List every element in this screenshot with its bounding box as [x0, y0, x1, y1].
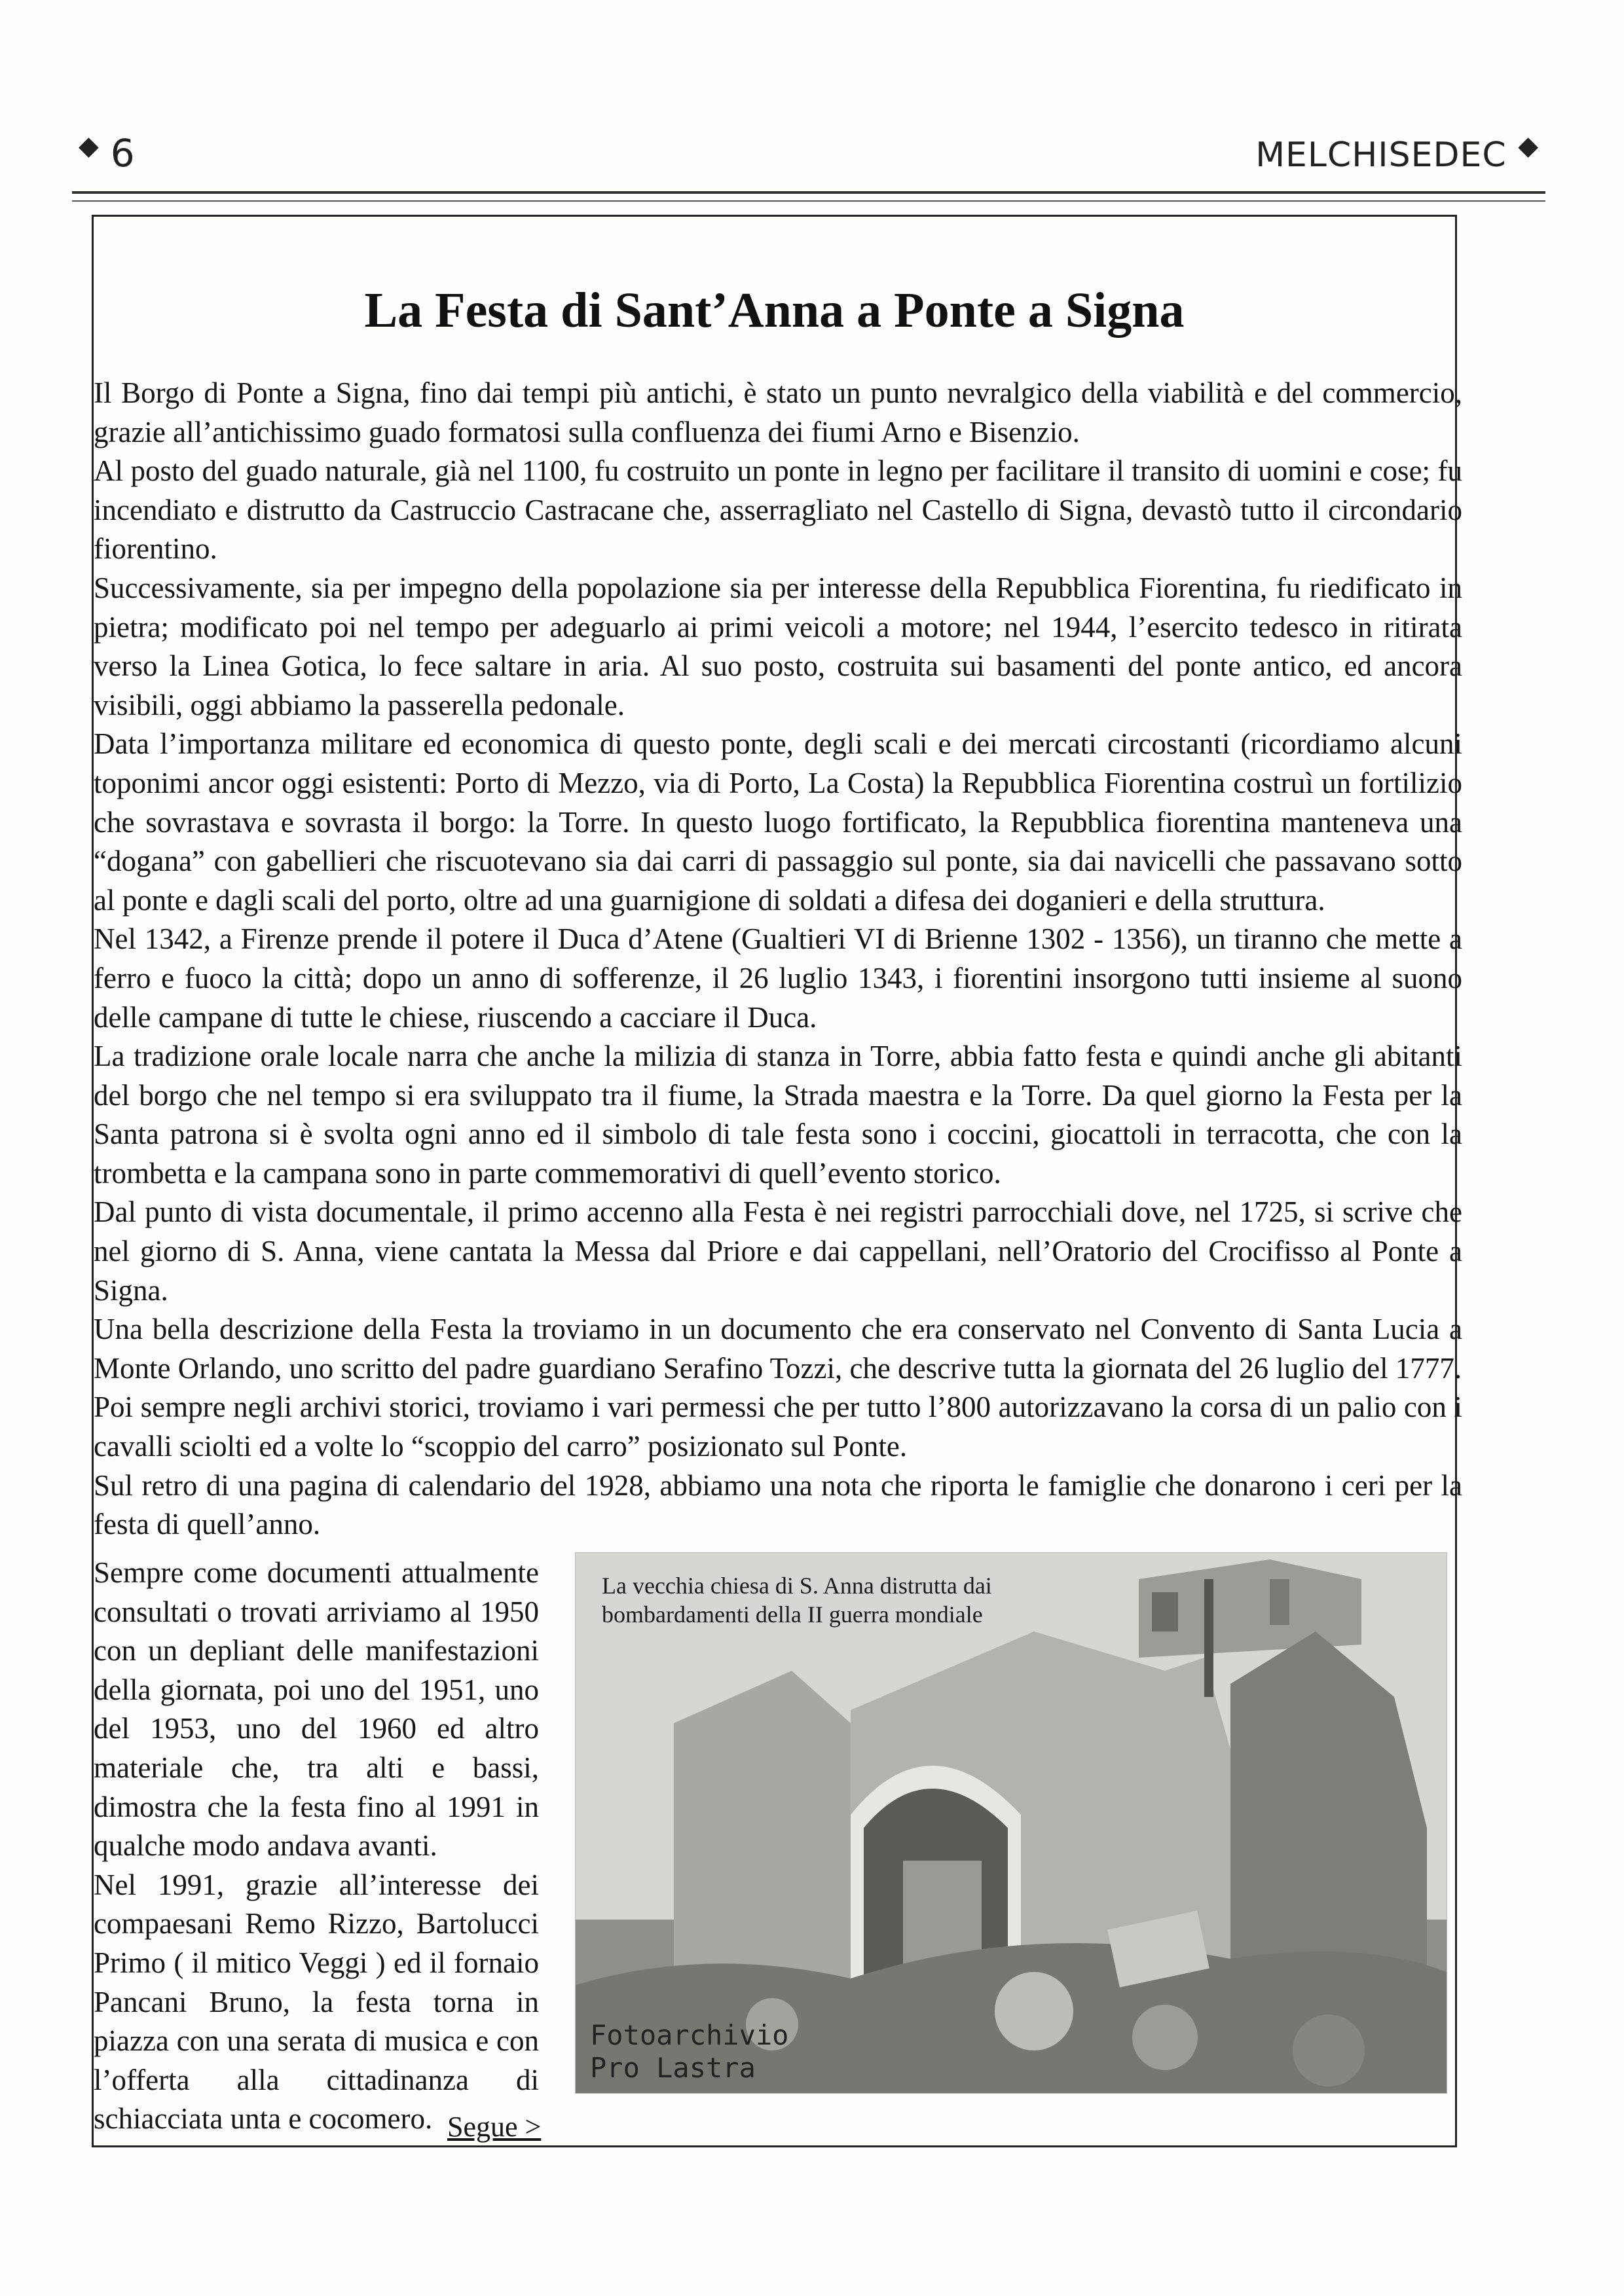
paragraph: Sul retro di una pagina di calendario del 1928, abbiamo una nota che riporta le famiglie che donarono i ceri per la festa di quell’anno.: [94, 1468, 1462, 1541]
paragraph: Poi sempre negli archivi storici, troviamo i vari permessi che per tutto l’800 autorizzavano la corsa di un palio con i cavalli sciolti ed a volte lo “scoppio del carro” posizionato sul Ponte.: [94, 1391, 1462, 1463]
continue-label: Segue >: [447, 2111, 542, 2143]
paragraph: La tradizione orale locale narra che anche la milizia di stanza in Torre, abbia fatto festa e quindi anche gli abitanti del borgo che nel tempo si era sviluppato tra il fiume, la Strada maestra e la Torre. Da quel giorno la Festa per la Santa patrona si è svolta ogni anno ed il simbolo di tale festa sono i coccini, giocattoli in terracotta, che con la trombetta e la campana sono in parte commemorativi di quell’evento storico.: [94, 1040, 1462, 1190]
paragraph: Nel 1991, grazie all’interesse dei compaesani Remo Rizzo, Bartolucci Primo ( il mitico Veggi ) ed il fornaio Pancani Bruno, la festa torna in piazza con una serata di musica e con l’offerta alla cittadinanza di schiacciata unta e cocomero.: [94, 1868, 539, 2136]
magazine-name: MELCHISEDEC: [1255, 136, 1507, 175]
header-rule: [72, 191, 1545, 194]
caption-line: La vecchia chiesa di S. Anna distrutta dai: [602, 1573, 992, 1599]
page-number: 6: [110, 131, 135, 175]
paragraph: Data l’importanza militare ed economica di questo ponte, degli scali e dei mercati circostanti (ricordiamo alcuni toponimi ancor oggi esistenti: Porto di Mezzo, via di Porto, La Costa) la Repubblica Fiorentina costruì un fortilizio che sovrastava e sovrasta il borgo: la Torre. In questo luogo fortificato, la Repubblica fiorentina manteneva una “dogana” con gabellieri che riscuotevano sia dai carri di passaggio sul ponte, sia dai navicelli che passavano sotto al ponte e dagli scali del porto, oltre ad una guarnigione di soldati a difesa dei doganieri e della struttura.: [94, 727, 1462, 917]
page-header: [79, 118, 1539, 183]
credit-line: Fotoarchivio: [590, 2019, 789, 2051]
page-number-block: [79, 131, 135, 175]
church-ruins-photo: [575, 1552, 1447, 2094]
photo-credit: [590, 2019, 788, 2085]
magazine-name-block: [1255, 131, 1539, 175]
paragraph: Il Borgo di Ponte a Signa, fino dai tempi più antichi, è stato un punto nevralgico della viabilità e del commercio, grazie all’antichissimo guado formatosi sulla confluenza dei fiumi Arno e Bisenzio.: [94, 376, 1462, 448]
caption-line: bombardamenti della II guerra mondiale: [602, 1601, 983, 1628]
article-title: La Festa di Sant’Anna a Ponte a Signa: [364, 283, 1185, 338]
paragraph: Una bella descrizione della Festa la troviamo in un documento che era conservato nel Convento di Santa Lucia a Monte Orlando, uno scritto del padre guardiano Serafino Tozzi, che descrive tutta la giornata del 26 luglio del 1777.: [94, 1313, 1462, 1385]
ruins-illustration: [576, 1553, 1447, 2093]
paragraph: Sempre come documenti attualmente consultati o trovati arriviamo al 1950 con un depliant delle manifestazioni della giornata, poi uno del 1951, uno del 1953, uno del 1960 ed altro materiale che, tra alti e bassi, dimostra che la festa fino al 1991 in qualche modo andava avanti.: [94, 1556, 539, 1863]
diamond-icon: ◆: [1518, 131, 1539, 161]
paragraph: Successivamente, sia per impegno della popolazione sia per interesse della Repubblica Fiorentina, fu riedificato in pietra; modificato poi nel tempo per adeguarlo ai primi veicoli a motore; nel 1944, l’esercito tedesco in ritirata verso la Linea Gotica, lo fece saltare in aria. Al suo posto, costruita sui basamenti del ponte antico, ed ancora visibili, oggi abbiamo la passerella pedonale.: [94, 571, 1462, 721]
credit-line: Pro Lastra: [590, 2052, 756, 2084]
article-frame: [92, 215, 1462, 2147]
article-column: [94, 1554, 539, 2139]
article-body: [94, 374, 1462, 1544]
paragraph: Al posto del guado naturale, già nel 1100, fu costruito un ponte in legno per facilitare il transito di uomini e cose; fu incendiato e distrutto da Castruccio Castracane che, asserragliato nel Castello di Signa, devastò tutto il circondario fiorentino.: [94, 454, 1462, 566]
header-rule: [72, 200, 1545, 202]
photo-caption: [602, 1571, 1113, 1629]
diamond-icon: ◆: [79, 131, 99, 161]
paragraph: Nel 1342, a Firenze prende il potere il Duca d’Atene (Gualtieri VI di Brienne 1302 - 1356), un tiranno che mette a ferro e fuoco la città; dopo un anno di sofferenze, il 26 luglio 1343, i fiorentini insorgono tutti insieme al suono delle campane di tutte le chiese, riuscendo a cacciare il Duca.: [94, 922, 1462, 1034]
paragraph: Dal punto di vista documentale, il primo accenno alla Festa è nei registri parrocchiali dove, nel 1725, si scrive che nel giorno di S. Anna, viene cantata la Messa dal Priore e dai cappellani, nell’Oratorio del Crocifisso al Ponte a Signa.: [94, 1195, 1462, 1307]
